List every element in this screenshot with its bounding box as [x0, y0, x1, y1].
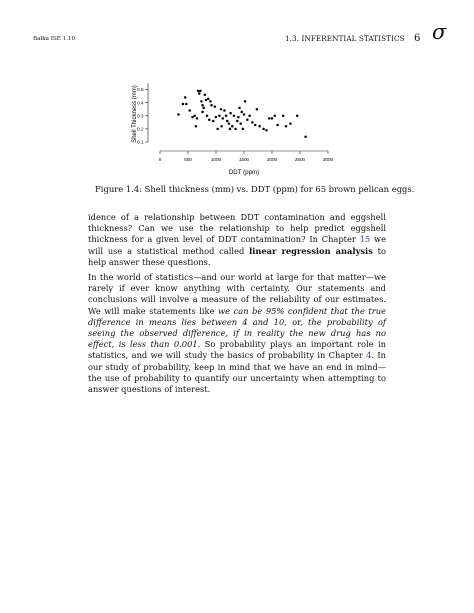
data-point — [199, 90, 202, 93]
data-point — [271, 117, 274, 120]
data-point — [195, 125, 198, 128]
data-point — [251, 121, 254, 124]
data-point — [177, 113, 180, 116]
x-tick-label: 500 — [184, 157, 192, 162]
data-point — [218, 115, 221, 118]
data-point — [229, 128, 232, 131]
data-point — [201, 104, 204, 107]
text-run: we can be 95% confident that the true difference in means lies between 4 and 10 — [88, 305, 386, 327]
data-point — [202, 107, 205, 110]
text-run: In the world of statistics—and our world at large for that matter—we rarely if ever know anything with certainty. Our statements and conclusions will involve a measure of the reliability of our estimates. We will make statements like — [88, 272, 386, 316]
data-point — [243, 113, 246, 116]
data-point — [239, 122, 242, 125]
x-tick-label: 1000 — [210, 157, 222, 162]
data-point — [254, 124, 257, 127]
data-point — [184, 96, 187, 99]
text-run: linear regression analysis — [249, 245, 373, 256]
data-point — [208, 118, 211, 121]
x-tick-label: 2000 — [266, 157, 278, 162]
data-point — [304, 136, 307, 139]
data-point — [238, 107, 241, 110]
text-run: idence of a relationship between DDT contamination and eggshell thickness? Can we use the relationship to help predict eggshell thickness for a given level of DDT contamination? In Chapter — [88, 212, 386, 245]
data-point — [289, 122, 292, 125]
x-ticks — [159, 151, 334, 162]
y-tick-label: 0.4 — [137, 100, 144, 106]
text-run: to help answer these questions. — [88, 245, 386, 267]
sigma-logo: σ — [432, 20, 447, 44]
data-point — [196, 117, 199, 120]
x-tick-label: 0 — [158, 157, 162, 162]
scatter-chart — [128, 78, 338, 178]
data-point — [228, 122, 231, 125]
running-header-section: 1.3. INFERENTIAL STATISTICS — [285, 34, 405, 43]
cross-reference-link[interactable]: 4 — [366, 350, 372, 361]
data-point — [265, 129, 268, 132]
data-point — [244, 100, 247, 103]
cross-reference-link[interactable]: 15 — [359, 234, 371, 245]
page-number: 6 — [414, 33, 421, 44]
data-point — [209, 100, 212, 103]
data-point — [207, 97, 210, 100]
data-points — [177, 90, 307, 138]
data-point — [276, 124, 279, 127]
x-tick-label: 2500 — [294, 157, 306, 162]
data-point — [206, 115, 209, 118]
x-tick-label: 3000 — [322, 157, 334, 162]
data-point — [197, 90, 200, 93]
data-point — [221, 117, 224, 120]
data-point — [256, 108, 259, 111]
data-point — [236, 120, 239, 123]
body-paragraph-2 — [88, 272, 386, 395]
text-run: . In our study of probability, keep in mind that we have an end in mind—the use of probability to quantify our uncertainty when attempting to answer questions of interest. — [88, 350, 386, 395]
y-tick-label: 0.3 — [137, 113, 144, 119]
data-point — [188, 109, 191, 112]
data-point — [246, 118, 249, 121]
data-point — [229, 112, 232, 115]
x-axis-label: DDT (ppm) — [228, 169, 260, 176]
data-point — [220, 125, 223, 128]
data-point — [185, 103, 188, 106]
data-point — [233, 115, 236, 118]
data-point — [285, 125, 288, 128]
figure-caption: Figure 1.4: Shell thickness (mm) vs. DDT (ppm) for 65 brown pelican eggs. — [95, 184, 415, 194]
data-point — [204, 94, 207, 97]
body-paragraph-1 — [88, 212, 386, 268]
data-point — [214, 105, 217, 108]
data-point — [191, 116, 194, 119]
data-point — [182, 103, 185, 106]
data-point — [225, 115, 228, 118]
x-tick-label: 1500 — [238, 157, 250, 162]
data-point — [282, 115, 285, 118]
data-point — [242, 128, 245, 131]
data-point — [226, 120, 229, 123]
y-tick-label: 0.1 — [137, 139, 144, 145]
data-point — [234, 128, 237, 131]
text-run: , or, — [284, 316, 309, 327]
data-point — [231, 125, 234, 128]
data-point — [216, 128, 219, 131]
data-point — [212, 120, 215, 123]
data-point — [215, 116, 218, 119]
data-point — [237, 116, 240, 119]
data-point — [241, 111, 244, 114]
text-run: So probability plays an important role in statistics, and we will study the basics of probability in Chapter — [88, 339, 386, 361]
text-run: we will use a statistical method called — [88, 234, 386, 256]
data-point — [262, 128, 265, 131]
y-tick-label: 0.2 — [137, 126, 144, 132]
y-ticks — [137, 87, 148, 144]
data-point — [223, 109, 226, 112]
data-point — [198, 92, 201, 95]
data-point — [201, 111, 204, 114]
y-tick-label: 0.5 — [137, 87, 144, 93]
y-axis-label: Shell Thickness (mm) — [132, 85, 138, 143]
data-point — [296, 115, 299, 118]
running-header-left: Bałka ISE 1.10 — [33, 36, 76, 42]
data-point — [268, 117, 271, 120]
text-run: the probability of seeing the observed difference, if in reality the new drug has no effect, is less than 0.001. — [88, 316, 386, 350]
data-point — [220, 108, 223, 111]
data-point — [210, 104, 213, 107]
data-point — [248, 115, 251, 118]
data-point — [193, 115, 196, 118]
data-point — [205, 99, 208, 102]
data-point — [200, 100, 203, 103]
data-point — [258, 125, 261, 128]
data-point — [274, 115, 277, 118]
